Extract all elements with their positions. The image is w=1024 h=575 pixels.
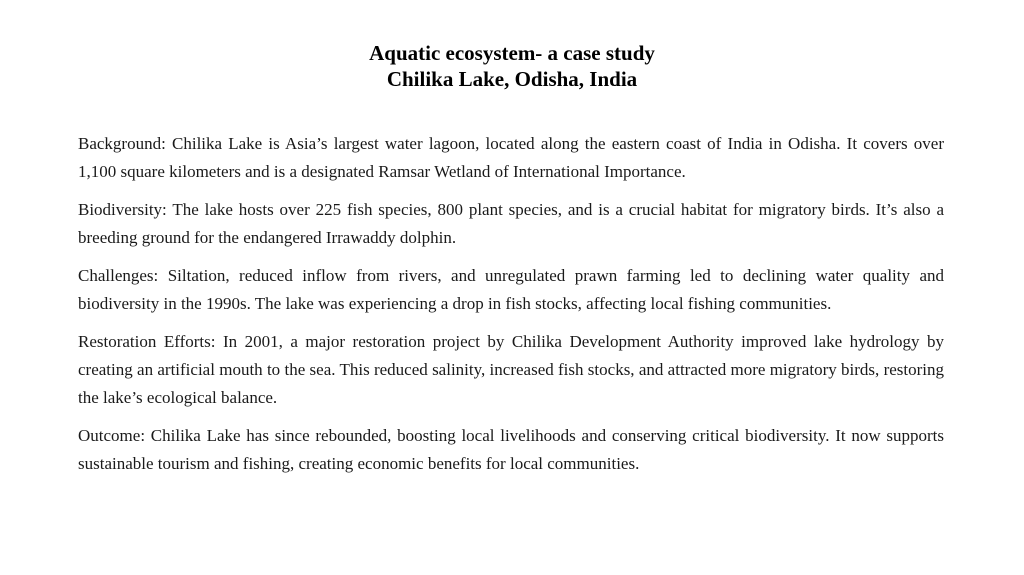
- paragraph-outcome: Outcome: Chilika Lake has since rebounded, boosting local livelihoods and conserving critical biodiversity. It now supports sustainable tourism and fishing, creating economic benefits for local communities.: [78, 426, 944, 473]
- paragraph-biodiversity: Biodiversity: The lake hosts over 225 fish species, 800 plant species, and is a crucial habitat for migratory birds. It’s also a breeding ground for the endangered Irrawaddy dolphin.: [78, 200, 944, 247]
- paragraph-restoration: Restoration Efforts: In 2001, a major restoration project by Chilika Development Authority improved lake hydrology by creating an artificial mouth to the sea. This reduced salinity, increased fish stocks, and attracted more migratory birds, restoring the lake’s ecological balance.: [78, 332, 944, 407]
- title-line-2: Chilika Lake, Odisha, India: [386, 67, 638, 91]
- slide-title: [0, 40, 1024, 92]
- title-line-1: Aquatic ecosystem- a case study: [369, 41, 655, 65]
- paragraph-background: Background: Chilika Lake is Asia’s largest water lagoon, located along the eastern coast of India in Odisha. It covers over 1,100 square kilometers and is a designated Ramsar Wetland of International Importance.: [78, 134, 944, 181]
- slide-body: [78, 130, 944, 488]
- paragraph-challenges: Challenges: Siltation, reduced inflow from rivers, and unregulated prawn farming led to declining water quality and biodiversity in the 1990s. The lake was experiencing a drop in fish stocks, affecting local fishing communities.: [78, 266, 944, 313]
